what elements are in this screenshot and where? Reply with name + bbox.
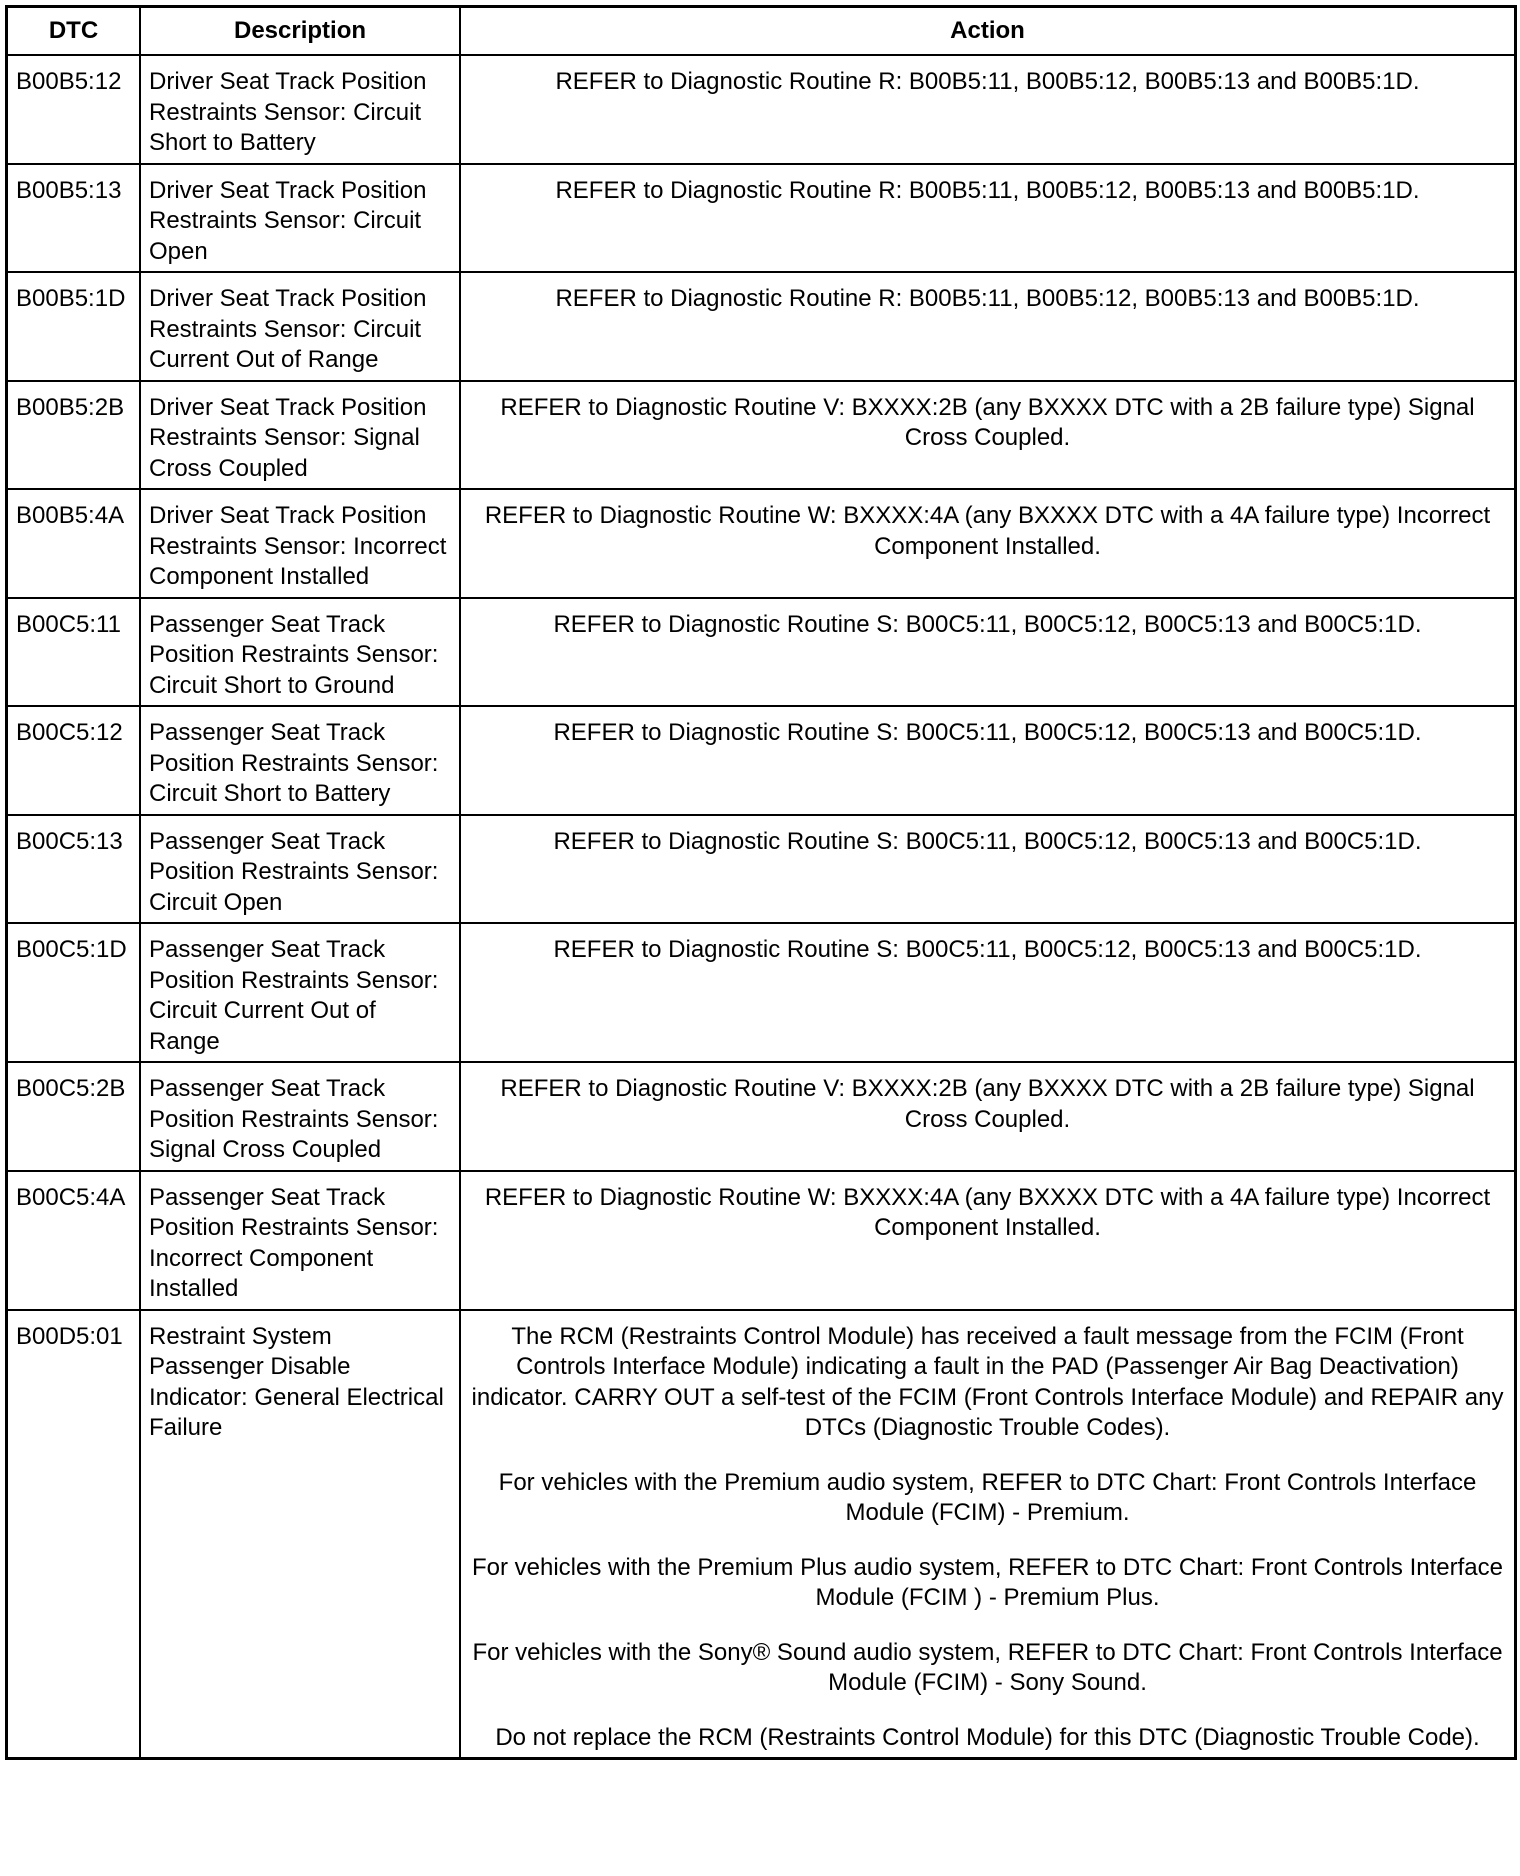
action-cell [460, 55, 1515, 164]
action-paragraph: REFER to Diagnostic Routine S: B00C5:11, B00C5:12, B00C5:13 and B00C5:1D. [553, 827, 1422, 855]
description-cell: Driver Seat Track Position Restraints Sensor: Circuit Current Out of Range [140, 272, 460, 381]
table-header-row [7, 7, 1515, 55]
action-cell [460, 381, 1515, 490]
action-cell [460, 272, 1515, 381]
description-cell: Passenger Seat Track Position Restraints Sensor: Incorrect Component Installed [140, 1171, 460, 1310]
table-row [7, 1171, 1515, 1310]
action-cell [460, 164, 1515, 273]
table-row [7, 272, 1515, 381]
dtc-code-cell: B00B5:1D [7, 272, 140, 381]
header-action: Action [460, 7, 1515, 55]
action-paragraph: REFER to Diagnostic Routine S: B00C5:11, B00C5:12, B00C5:13 and B00C5:1D. [553, 936, 1422, 963]
dtc-code-cell: B00C5:11 [7, 598, 140, 707]
table-row [7, 381, 1515, 490]
description-cell: Driver Seat Track Position Restraints Sensor: Signal Cross Coupled [140, 381, 460, 490]
dtc-code-cell: B00C5:4A [7, 1171, 140, 1310]
action-cell [460, 1171, 1515, 1310]
description-cell: Driver Seat Track Position Restraints Sensor: Circuit Short to Battery [140, 55, 460, 164]
action-paragraph: For vehicles with the Sony® Sound audio system, REFER to DTC Chart: Front Controls Interface Module (FCIM) - Sony Sound. [472, 1638, 1503, 1696]
table-row [7, 1062, 1515, 1171]
description-cell: Passenger Seat Track Position Restraints Sensor: Circuit Short to Battery [140, 706, 460, 815]
table-row [7, 489, 1515, 598]
action-paragraph: REFER to Diagnostic Routine S: B00C5:11, B00C5:12, B00C5:13 and B00C5:1D. [553, 610, 1422, 638]
action-cell [460, 1062, 1515, 1171]
dtc-code-cell: B00B5:2B [7, 381, 140, 490]
action-paragraph: REFER to Diagnostic Routine R: B00B5:11, B00B5:12, B00B5:13 and B00B5:1D. [555, 285, 1420, 312]
action-paragraph: REFER to Diagnostic Routine V: BXXXX:2B (any BXXXX DTC with a 2B failure type) Signal Cross Coupled. [500, 1075, 1475, 1133]
dtc-table [6, 6, 1516, 1759]
action-paragraph: REFER to Diagnostic Routine S: B00C5:11, B00C5:12, B00C5:13 and B00C5:1D. [553, 719, 1422, 746]
action-paragraph: REFER to Diagnostic Routine R: B00B5:11, B00B5:12, B00B5:13 and B00B5:1D. [555, 68, 1420, 95]
table-row [7, 598, 1515, 707]
table-row [7, 815, 1515, 924]
description-cell: Driver Seat Track Position Restraints Sensor: Circuit Open [140, 164, 460, 273]
action-paragraph: REFER to Diagnostic Routine W: BXXXX:4A (any BXXXX DTC with a 4A failure type) Incorrect Component Installed. [484, 1183, 1491, 1241]
table-row [7, 1310, 1515, 1759]
action-paragraph: The RCM (Restraints Control Module) has received a fault message from the FCIM (Front Controls Interface Module) indicating a fault in the PAD (Passenger Air Bag Deactivation) indicator. CARRY OUT a self-test of the FCIM (Front Controls Interface Module) and REPAIR any DTCs (Diagnostic Trouble Codes). [471, 1322, 1504, 1441]
header-dtc: DTC [7, 7, 140, 55]
action-paragraph: Do not replace the RCM (Restraints Control Module) for this DTC (Diagnostic Trouble Code). [495, 1723, 1480, 1751]
action-cell [460, 489, 1515, 598]
table-row [7, 55, 1515, 164]
table-row [7, 706, 1515, 815]
action-paragraph: For vehicles with the Premium audio system, REFER to DTC Chart: Front Controls Interface Module (FCIM) - Premium. [498, 1468, 1477, 1526]
action-cell [460, 598, 1515, 707]
dtc-code-cell: B00C5:1D [7, 923, 140, 1062]
dtc-code-cell: B00B5:12 [7, 55, 140, 164]
action-cell [460, 706, 1515, 815]
description-cell: Passenger Seat Track Position Restraints Sensor: Signal Cross Coupled [140, 1062, 460, 1171]
description-cell: Passenger Seat Track Position Restraints Sensor: Circuit Current Out of Range [140, 923, 460, 1062]
dtc-code-cell: B00C5:13 [7, 815, 140, 924]
description-cell: Passenger Seat Track Position Restraints Sensor: Circuit Short to Ground [140, 598, 460, 707]
header-description: Description [140, 7, 460, 55]
dtc-code-cell: B00B5:13 [7, 164, 140, 273]
action-paragraph: For vehicles with the Premium Plus audio system, REFER to DTC Chart: Front Controls Interface Module (FCIM ) - Premium Plus. [471, 1553, 1503, 1611]
dtc-code-cell: B00C5:2B [7, 1062, 140, 1171]
dtc-code-cell: B00D5:01 [7, 1310, 140, 1759]
table-row [7, 164, 1515, 273]
description-cell: Driver Seat Track Position Restraints Sensor: Incorrect Component Installed [140, 489, 460, 598]
action-paragraph: REFER to Diagnostic Routine W: BXXXX:4A (any BXXXX DTC with a 4A failure type) Incorrect Component Installed. [484, 502, 1491, 560]
action-paragraph: REFER to Diagnostic Routine V: BXXXX:2B (any BXXXX DTC with a 2B failure type) Signal Cross Coupled. [500, 393, 1475, 451]
action-paragraph: REFER to Diagnostic Routine R: B00B5:11, B00B5:12, B00B5:13 and B00B5:1D. [555, 176, 1420, 204]
description-cell: Restraint System Passenger Disable Indicator: General Electrical Failure [140, 1310, 460, 1759]
description-cell: Passenger Seat Track Position Restraints Sensor: Circuit Open [140, 815, 460, 924]
table-body [7, 55, 1515, 1758]
dtc-code-cell: B00B5:4A [7, 489, 140, 598]
action-cell [460, 923, 1515, 1062]
action-cell [460, 1310, 1515, 1759]
dtc-code-cell: B00C5:12 [7, 706, 140, 815]
action-cell [460, 815, 1515, 924]
table-row [7, 923, 1515, 1062]
